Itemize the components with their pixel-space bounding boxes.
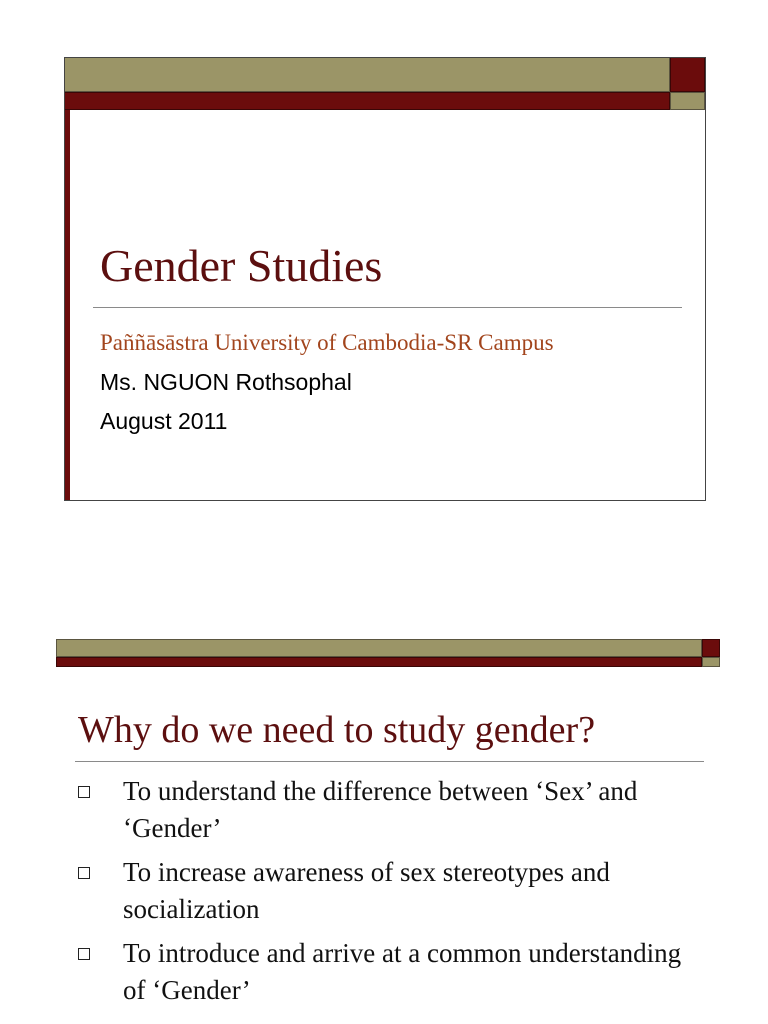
hollow-square-icon bbox=[78, 948, 90, 960]
slide2-header-olive-square bbox=[702, 657, 720, 667]
slide1-presenter: Ms. NGUON Rothsophal bbox=[100, 369, 352, 395]
slide1-title-divider bbox=[93, 307, 682, 308]
slide1-subtitle: Paññāsāstra University of Cambodia-SR Campus bbox=[100, 330, 554, 355]
slide2-title: Why do we need to study gender? bbox=[78, 709, 596, 751]
slide1-title: Gender Studies bbox=[100, 240, 383, 291]
slide2-header-olive-bar bbox=[56, 639, 702, 657]
hollow-square-icon bbox=[78, 867, 90, 879]
bullet-item: To increase awareness of sex stereotypes and socialization bbox=[123, 857, 610, 924]
slide2-header-maroon-bar bbox=[56, 657, 702, 667]
slide2-title-divider bbox=[75, 761, 704, 762]
bullet-item: To introduce and arrive at a common understanding of ‘Gender’ bbox=[123, 938, 682, 1005]
bullet-item: To understand the difference between ‘Sex’ and ‘Gender’ bbox=[123, 776, 638, 843]
slide2-header-maroon-square bbox=[702, 639, 720, 657]
slide1-date: August 2011 bbox=[100, 408, 228, 434]
hollow-square-icon bbox=[78, 786, 90, 798]
